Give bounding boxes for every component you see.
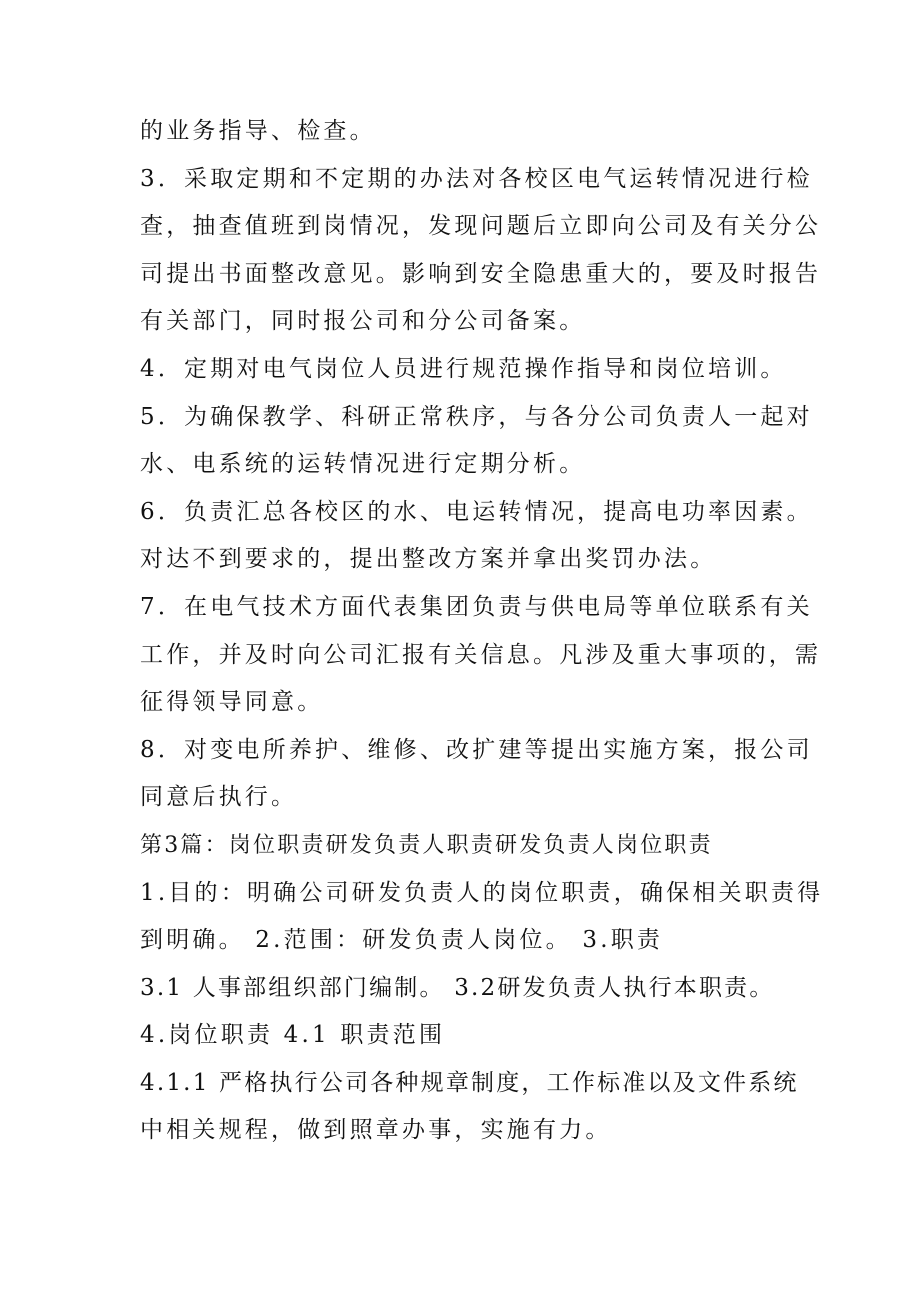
paragraph-line: 水、电系统的运转情况进行定期分析。 bbox=[140, 451, 586, 478]
paragraph-line: 的业务指导、检查。 bbox=[140, 118, 376, 144]
paragraph-line: 工作，并及时向公司汇报有关信息。凡涉及重大事项的，需 bbox=[140, 641, 822, 668]
document-body bbox=[140, 108, 824, 1155]
paragraph-line: 7．在电气技术方面代表集团负责与供电局等单位联系有关 bbox=[140, 593, 813, 620]
paragraph-line: 司提出书面整改意见。影响到安全隐患重大的，要及时报告 bbox=[140, 260, 822, 287]
paragraph-line: 6．负责汇总各校区的水、电运转情况，提高电功率因素。 bbox=[140, 498, 813, 525]
paragraph-line: 查，抽查值班到岗情况，发现问题后立即向公司及有关分公 bbox=[140, 213, 822, 240]
paragraph-line: 同意后执行。 bbox=[140, 784, 298, 811]
paragraph-line: 到明确。 2.范围：研发负责人岗位。 3.职责 bbox=[140, 927, 664, 954]
paragraph-line: 4．定期对电气岗位人员进行规范操作指导和岗位培训。 bbox=[140, 355, 787, 382]
paragraph-line: 5．为确保教学、科研正常秩序，与各分公司负责人一起对 bbox=[140, 403, 813, 430]
paragraph-line: 4.1.1 严格执行公司各种规章制度，工作标准以及文件系统 bbox=[140, 1069, 799, 1096]
paragraph-line: 3.1 人事部组织部门编制。 3.2研发负责人执行本职责。 bbox=[140, 974, 775, 1001]
paragraph-line: 征得领导同意。 bbox=[140, 689, 324, 716]
paragraph-line: 1.目的：明确公司研发负责人的岗位职责，确保相关职责得 bbox=[140, 879, 824, 906]
paragraph-line: 3．采取定期和不定期的办法对各校区电气运转情况进行检 bbox=[140, 165, 813, 192]
paragraph-line: 8．对变电所养护、维修、改扩建等提出实施方案，报公司 bbox=[140, 736, 813, 763]
section-heading: 第3篇：岗位职责研发负责人职责研发负责人岗位职责 bbox=[140, 832, 713, 858]
paragraph-line: 有关部门，同时报公司和分公司备案。 bbox=[140, 308, 586, 335]
paragraph-line: 4.岗位职责 4.1 职责范围 bbox=[140, 1022, 446, 1049]
paragraph-line: 中相关规程，做到照章办事，实施有力。 bbox=[140, 1117, 612, 1144]
paragraph-line: 对达不到要求的，提出整改方案并拿出奖罚办法。 bbox=[140, 546, 717, 573]
